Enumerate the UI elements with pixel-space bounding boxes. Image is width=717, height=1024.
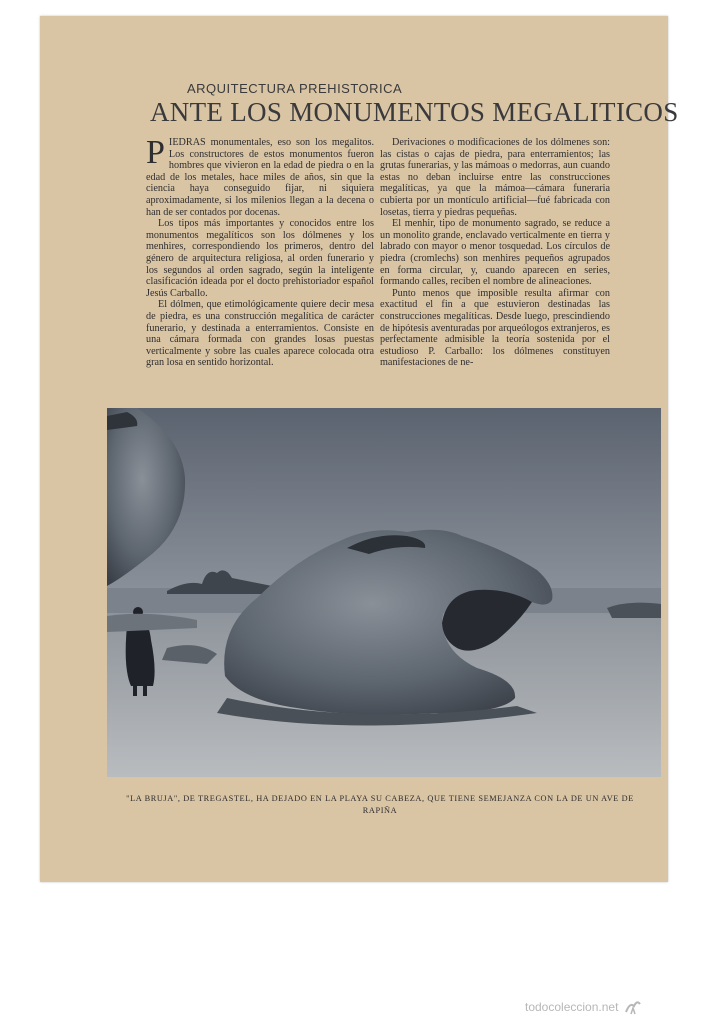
watermark-text: todocoleccion.net: [525, 1000, 619, 1014]
watermark: [525, 996, 644, 1018]
photo-caption: "LA BRUJA", DE TREGASTEL, HA DEJADO EN LA PLAYA SU CABEZA, QUE TIENE SEMEJANZA CON LA DE UN AVE DE RAPIÑA: [126, 794, 634, 815]
drop-cap: P: [146, 134, 165, 171]
todocoleccion-logo-icon: [622, 996, 644, 1018]
paragraph: Punto menos que imposible resulta afirmar con exactitud el fin a que estuvieron destinadas las construcciones megalíticas. Desde luego, prescindiendo de hipótesis aventuradas por arqueólogos extranjeros, es perfectamente admisible la teoría sostenida por el estudioso P. Carballo: los dólmenes constituyen manifestaciones de ne-: [380, 287, 610, 369]
article-kicker: ARQUITECTURA PREHISTORICA: [187, 81, 403, 96]
article-headline: ANTE LOS MONUMENTOS MEGALITICOS: [150, 97, 679, 127]
paragraph: PIEDRAS monumentales, eso son los megalitos. Los constructores de estos monumentos fueron hombres que vivieron en la edad de piedra o en la edad de los metales, hace miles de años, sin que la ciencia haya conseguido fijar, ni siquiera aproximadamente, si los milenios llegan a la decena o han de ser contados por docenas.: [146, 134, 374, 218]
paragraph: El dólmen, que etimológicamente quiere decir mesa de piedra, es una construcción megalítica de carácter funerario, y destinada a enterramientos. Consiste en una cámara formada con grandes losas puestas verticalmente y sobre las cuales aparece colocada otra gran losa en sentido horizontal.: [146, 299, 374, 369]
paragraph: Los tipos más importantes y conocidos entre los monumentos megalíticos son los dólmenes y los menhires, correspondiendo los primeros, dentro del género de arquitectura religiosa, al orden funerario y los segundos al orden sagrado, según la inteligente clasificación ideada por el docto prehistoriador español Jesús Carballo.: [146, 218, 374, 299]
paragraph: El menhir, tipo de monumento sagrado, se reduce a un monolito grande, enclavado verticalmente en tierra y labrado con mayor o menor tosquedad. Los círculos de piedra (cromlechs) son menhires pequeños agrupados en forma circular, y, cuando aparecen en series, formando calles, reciben el nombre de alineaciones.: [380, 218, 610, 288]
text-column-left: [146, 134, 374, 369]
text-column-right: [380, 137, 610, 369]
beach-rock-photo: [107, 408, 661, 777]
paragraph: Derivaciones o modificaciones de los dólmenes son: las cistas o cajas de piedra, para enterramientos; las grutas funerarias, y las mámoas o medorras, aun cuando estas no deban incluirse entre las construcciones megalíticas, ya que la mámoa—cámara funeraria cubierta por un montículo artificial—fué fabricada con losetas, tierra y piedras pequeñas.: [380, 137, 610, 218]
